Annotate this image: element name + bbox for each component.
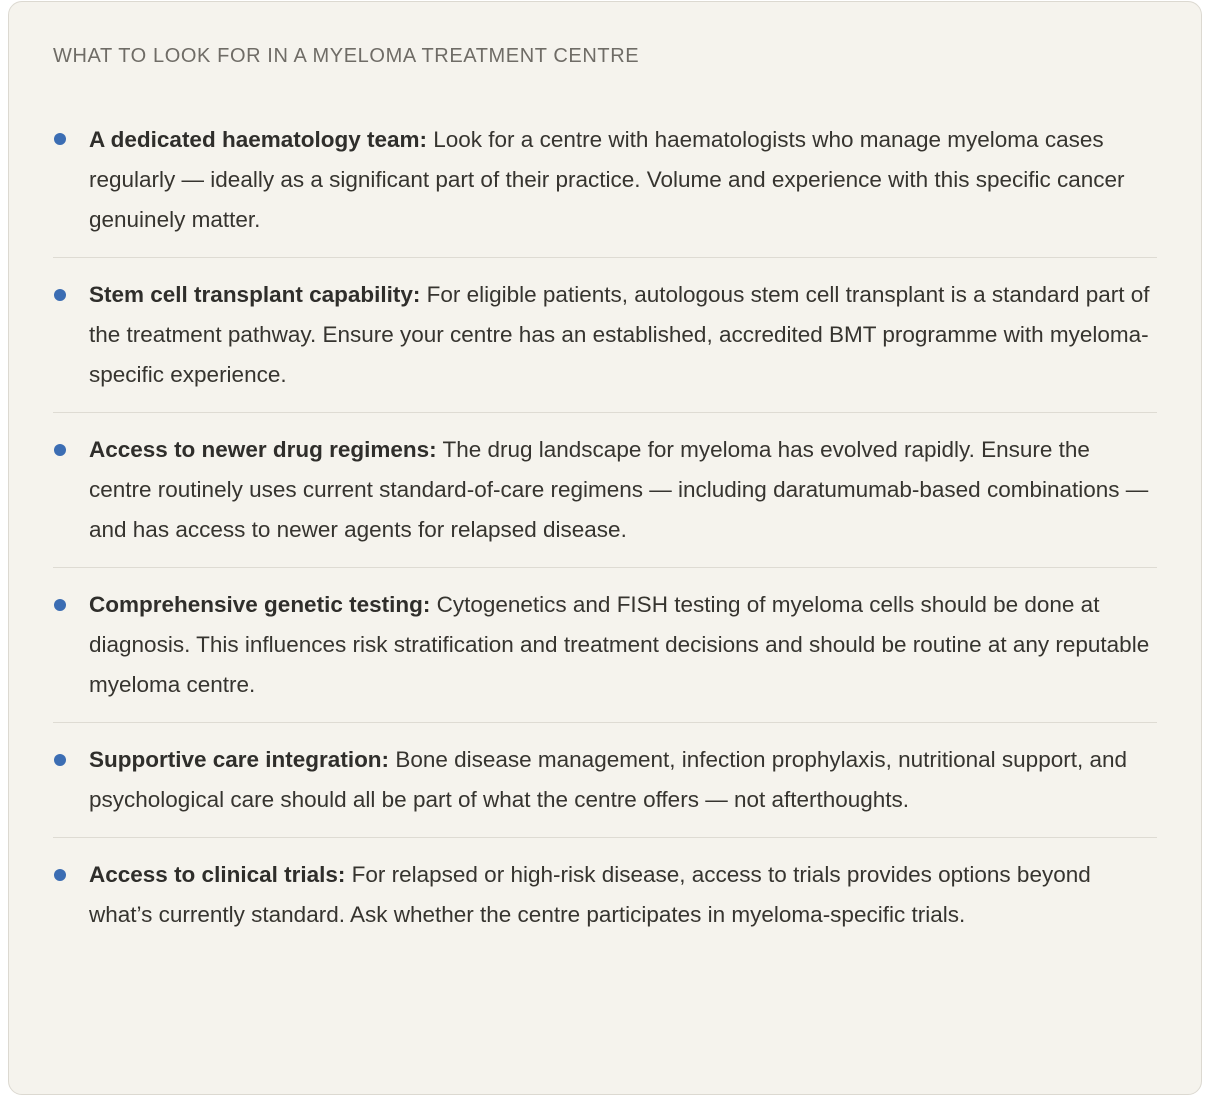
bullet-dot-icon <box>54 444 66 456</box>
bullet-dot-icon <box>54 289 66 301</box>
bullet-dot-icon <box>54 869 66 881</box>
item-description: For eligible patients, autologous stem cell transplant is a standard part of the treatment pathway. Ensure your centre has an established, accredited BMT programme with myeloma-specific experience. <box>89 282 1150 387</box>
section-heading: WHAT TO LOOK FOR IN A MYELOMA TREATMENT CENTRE <box>53 45 640 67</box>
item-term: Comprehensive genetic testing: <box>89 592 431 617</box>
bullet-dot-icon <box>54 133 66 145</box>
item-description: The drug landscape for myeloma has evolved rapidly. Ensure the centre routinely uses current standard-of-care regimens — including daratumumab-based combinations — and has access to newer agents for relapsed disease. <box>89 437 1149 542</box>
list-item <box>53 567 1157 705</box>
item-term: Stem cell transplant capability: <box>89 282 421 307</box>
bullet-dot-icon <box>54 599 66 611</box>
list-item <box>53 722 1157 820</box>
list-item <box>53 257 1157 395</box>
item-description: Cytogenetics and FISH testing of myeloma cells should be done at diagnosis. This influences risk stratification and treatment decisions and should be routine at any reputable myeloma centre. <box>89 592 1150 697</box>
item-description: Bone disease management, infection prophylaxis, nutritional support, and psychological care should all be part of what the centre offers — not afterthoughts. <box>89 747 1128 812</box>
treatment-centre-card <box>8 1 1202 1095</box>
list-item <box>53 837 1157 935</box>
item-description: For relapsed or high-risk disease, access to trials provides options beyond what’s currently standard. Ask whether the centre participates in myeloma-specific trials. <box>89 862 1091 927</box>
criteria-list <box>53 120 1157 935</box>
item-description: Look for a centre with haematologists who manage myeloma cases regularly — ideally as a significant part of their practice. Volume and experience with this specific cancer genuinely matter. <box>89 127 1125 232</box>
item-term: A dedicated haematology team: <box>89 127 427 152</box>
item-term: Access to newer drug regimens: <box>89 437 437 462</box>
bullet-dot-icon <box>54 754 66 766</box>
list-item <box>53 120 1157 240</box>
item-term: Supportive care integration: <box>89 747 390 772</box>
item-term: Access to clinical trials: <box>89 862 346 887</box>
list-item <box>53 412 1157 550</box>
